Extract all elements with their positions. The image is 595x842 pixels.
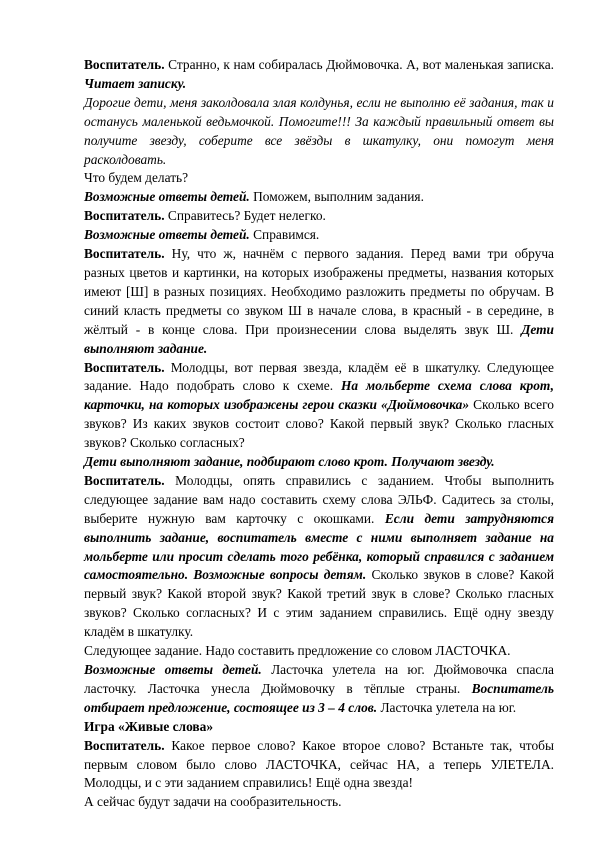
paragraph-text: Поможем, выполним задания. bbox=[249, 189, 424, 205]
paragraph-8 bbox=[84, 359, 554, 454]
paragraph-text: Сколько звуков в слове? Какой первый звук? Какой второй звук? Какой третий звук в слове? Сколько гласных звуков? Сколько согласных? И с этим заданием справились. Ещё одну звезду кладём в шкатулку. bbox=[84, 567, 554, 640]
paragraph-text: Странно, к нам собиралась Дюймовочка. А, вот маленькая записка. bbox=[164, 57, 554, 72]
paragraph-text: Справитесь? Будет нелегко. bbox=[164, 208, 326, 224]
document-page bbox=[84, 56, 554, 812]
paragraph-11: Следующее задание. Надо составить предложение со словом ЛАСТОЧКА. bbox=[84, 643, 511, 659]
paragraph-text: Какое первое слово? Какое второе слово? Встаньте так, чтобы первым словом было слово ЛАСТОЧКА, сейчас НА, а теперь УЛЕТЕЛА. Молодцы, и с эти заданием справились! Ещё одна звезда! bbox=[84, 737, 554, 791]
speaker-label: Воспитатель. bbox=[84, 359, 165, 375]
paragraph-12 bbox=[84, 661, 554, 718]
children-answers-label: Возможные ответы детей. bbox=[84, 227, 250, 243]
stage-direction: Дети выполняют задание. bbox=[84, 321, 554, 356]
speaker-label: Воспитатель. bbox=[84, 737, 165, 753]
speaker-label: Воспитатель. bbox=[84, 57, 165, 72]
paragraph-text: Молодцы, вот первая звезда, кладём её в шкатулку. Следующее задание. Надо подобрать слово к схеме. bbox=[84, 359, 554, 394]
paragraph-14 bbox=[84, 737, 554, 794]
paragraph-7 bbox=[84, 245, 554, 358]
paragraph-4 bbox=[84, 188, 554, 207]
children-answers-label: Возможные ответы детей. bbox=[84, 662, 262, 677]
paragraph-text: Ласточка улетела на юг. bbox=[377, 699, 517, 715]
paragraph-9: Дети выполняют задание, подбирают слово крот. Получают звезду. bbox=[84, 454, 495, 470]
speaker-label: Воспитатель. bbox=[84, 472, 165, 488]
speaker-label: Воспитатель. bbox=[84, 246, 165, 262]
letter-text: Дорогие дети, меня заколдовала злая колдунья, если не выполню её задания, так и останусь маленькой ведьмочкой. Помогите!!! За каждый правильный ответ вы получите звезду, соберите все звёзды в шкатулку, они помогут меня расколдовать. bbox=[84, 94, 554, 167]
paragraph-5 bbox=[84, 207, 554, 226]
stage-direction: Воспитатель отбирает предложение, состоящее из 3 – 4 слов. bbox=[84, 680, 554, 715]
stage-direction: На мольберте схема слова крот, карточки, на которых изображены герои сказки «Дюймовочка» bbox=[84, 378, 554, 413]
paragraph-10 bbox=[84, 472, 554, 642]
speaker-label: Воспитатель. bbox=[84, 208, 165, 224]
paragraph-1 bbox=[84, 56, 554, 94]
paragraph-text: Ну, что ж, начнём с первого задания. Перед вами три обруча разных цветов и картинки, на которых изображены предметы, названия которых имеют [Ш] в разных позициях. Необходимо разложить предметы по обручам. В синий класть предметы со звуком Ш в начале слова, в красный - в середине, в жёлтый - в конце слова. При произнесении слова выделять звук Ш. bbox=[84, 246, 554, 337]
stage-direction: Если дети затрудняются выполнить задание, воспитатель вместе с ними выполняет задание на мольберте или просит сделать того ребёнка, который справился с заданием самостоятельно. Возможные вопросы детям. bbox=[84, 510, 554, 583]
paragraph-text: Справимся. bbox=[249, 227, 320, 243]
paragraph-text: Ласточка улетела на юг. Дюймовочка спасла ласточку. Ласточка унесла Дюймовочку в тёплые страны. bbox=[84, 662, 555, 696]
paragraph-text: Сколько всего звуков? Из каких звуков состоит слово? Какой первый звук? Сколько гласных звуков? Сколько согласных? bbox=[84, 397, 554, 451]
paragraph-15: А сейчас будут задачи на сообразительность. bbox=[84, 794, 342, 810]
game-heading: Игра «Живые слова» bbox=[84, 718, 214, 734]
stage-direction: Читает записку. bbox=[84, 75, 187, 91]
paragraph-text: Молодцы, опять справились с заданием. Чтобы выполнить следующее задание вам надо составить схему слова ЭЛЬФ. Садитесь за столы, выберите нужную вам карточку с окошками. bbox=[84, 472, 554, 526]
paragraph-3: Что будем делать? bbox=[84, 170, 189, 186]
paragraph-6 bbox=[84, 226, 554, 245]
children-answers-label: Возможные ответы детей. bbox=[84, 189, 250, 205]
